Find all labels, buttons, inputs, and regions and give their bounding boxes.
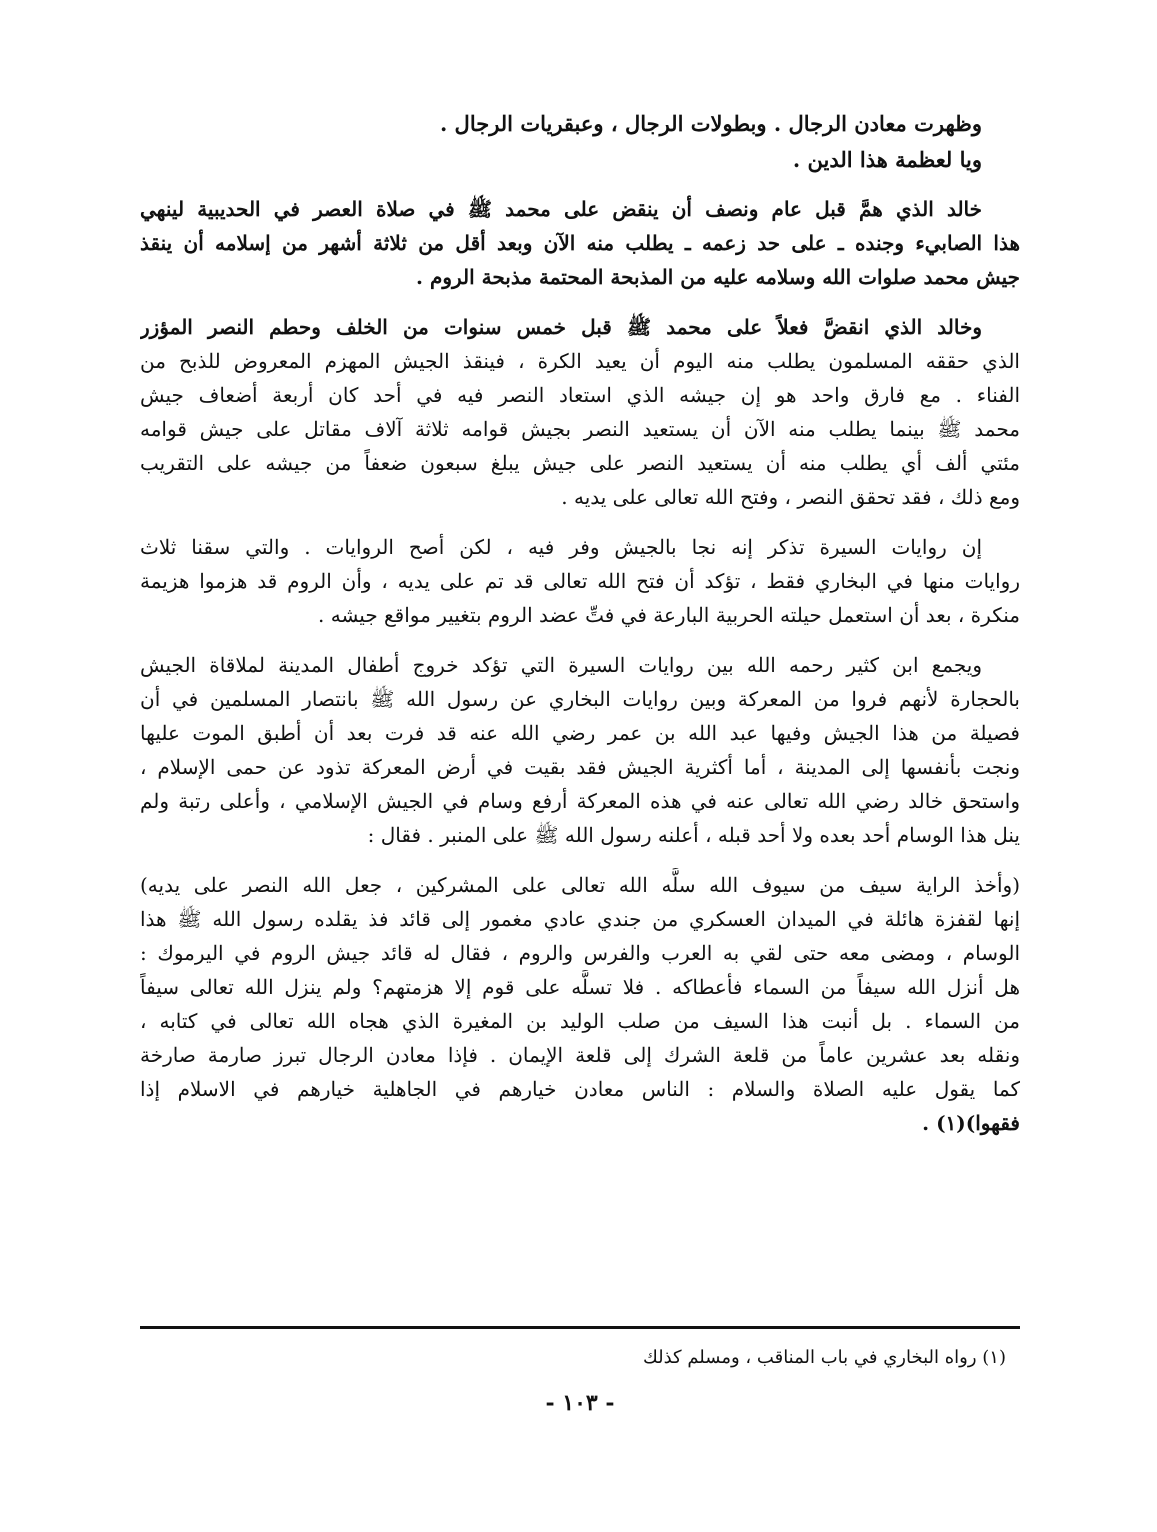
text-line: روايات منها في البخاري فقط ، تؤكد أن فتح الله تعالى قد تم على يديه ، وأن الروم قد هزموا هزيمة <box>140 569 1020 593</box>
page-number: - ١٠٣ - <box>545 1390 615 1416</box>
text-line: ويجمع ابن كثير رحمه الله بين روايات السيرة التي تؤكد خروج أطفال المدينة لملاقاة الجيش <box>140 653 982 677</box>
text-line: هذا الصابيء وجنده ـ على حد زعمه ـ يطلب منه الآن وبعد أقل من ثلاثة أشهر من إسلامه أن ينقذ <box>140 231 1020 255</box>
text-line: بالحجارة لأنهم فروا من المعركة وبين روايات البخاري عن رسول الله ﷺ بانتصار المسلمين في أن <box>140 687 1020 711</box>
paragraph <box>140 192 1020 294</box>
paragraph <box>140 310 1020 514</box>
text-line: محمد ﷺ بينما يطلب منه الآن أن يستعيد النصر بجيش قوامه ثلاثة آلاف مقاتل على جيش قوامه <box>140 417 1020 441</box>
quote-paragraph <box>140 868 1020 1140</box>
text-line: الوسام ، ومضى معه حتى لقي به العرب والفرس والروم ، فقال له قائد جيش الروم في اليرموك : <box>140 941 1020 965</box>
text-line: ونجت بأنفسها إلى المدينة ، أما أكثرية الجيش فقد بقيت في أرض المعركة تذود عن حمى الإسلام ، <box>140 755 1020 779</box>
text-line: ينل هذا الوسام أحد بعده ولا أحد قبله ، أعلنه رسول الله ﷺ على المنبر . فقال : <box>367 823 1020 847</box>
text-line: الذي حققه المسلمون يطلب منه اليوم أن يعيد الكرة ، فينقذ الجيش المهزم المعروض للذبح من <box>140 349 1020 373</box>
text-line: وخالد الذي انقضَّ فعلاً على محمد ﷺ قبل خمس سنوات من الخلف وحطم النصر المؤزر <box>140 315 982 339</box>
text-line: خالد الذي همَّ قبل عام ونصف أن ينقض على محمد ﷺ في صلاة العصر في الحديبية لينهي <box>140 197 982 221</box>
text-line: فقهوا)(١) . <box>922 1111 1020 1135</box>
intro-block <box>140 106 1020 178</box>
intro-line: وظهرت معادن الرجال . وبطولات الرجال ، وعبقريات الرجال . <box>439 111 982 136</box>
paragraph <box>140 648 1020 852</box>
text-line: الفناء . مع فارق واحد هو إن جيشه الذي استعاد النصر فيه في أحد كان أربعة أضعاف جيش <box>140 383 1020 407</box>
intro-line: ويا لعظمة هذا الدين . <box>792 147 982 172</box>
text-line: إنها لقفزة هائلة في الميدان العسكري من جندي عادي مغمور إلى قائد فذ يقلده رسول الله ﷺ هذا <box>140 907 1020 931</box>
footnote: (١) رواه البخاري في باب المناقب ، ومسلم كذلك <box>642 1347 1006 1368</box>
text-line: جيش محمد صلوات الله وسلامه عليه من المذبحة المحتمة مذبحة الروم . <box>416 265 1020 289</box>
text-line: كما يقول عليه الصلاة والسلام : الناس معادن خيارهم في الجاهلية خيارهم في الاسلام إذا <box>140 1077 1020 1101</box>
text-line: إن روايات السيرة تذكر إنه نجا بالجيش وفر فيه ، لكن أصح الروايات . والتي سقنا ثلاث <box>140 535 982 559</box>
text-line: واستحق خالد رضي الله تعالى عنه في هذه المعركة أرفع وسام في الجيش الإسلامي ، وأعلى رتبة ولم <box>140 789 1020 813</box>
text-line: ونقله بعد عشرين عاماً من قلعة الشرك إلى قلعة الإيمان . فإذا معادن الرجال تبرز صارمة صارخة <box>140 1043 1020 1067</box>
text-line: منكرة ، بعد أن استعمل حيلته الحربية البارعة في فتِّ عضد الروم بتغيير مواقع جيشه . <box>318 603 1020 627</box>
text-line: ومع ذلك ، فقد تحقق النصر ، وفتح الله تعالى على يديه . <box>561 485 1020 509</box>
paragraph <box>140 530 1020 632</box>
text-line: (وأخذ الراية سيف من سيوف الله سلَّه الله تعالى على المشركين ، جعل الله النصر على يديه) <box>140 873 1020 897</box>
footnote-divider <box>140 1326 1020 1329</box>
text-line: من السماء . بل أنبت هذا السيف من صلب الوليد بن المغيرة الذي هجاه الله تعالى في كتابه ، <box>140 1009 1020 1033</box>
text-line: هل أنزل الله سيفاً من السماء فأعطاكه . فلا تسلَّه على قوم إلا هزمتهم؟ ولم ينزل الله تعالى سيفاً <box>140 975 1020 999</box>
text-line: مئتي ألف أي يطلب منه أن يستعيد النصر على جيش يبلغ سبعون ضعفاً من جيشه على التقريب <box>140 451 1020 475</box>
text-line: فصيلة من هذا الجيش وفيها عبد الله بن عمر رضي الله عنه قد فرت بعد أن أطبق الموت عليها <box>140 721 1020 745</box>
document-page <box>140 100 1020 1510</box>
